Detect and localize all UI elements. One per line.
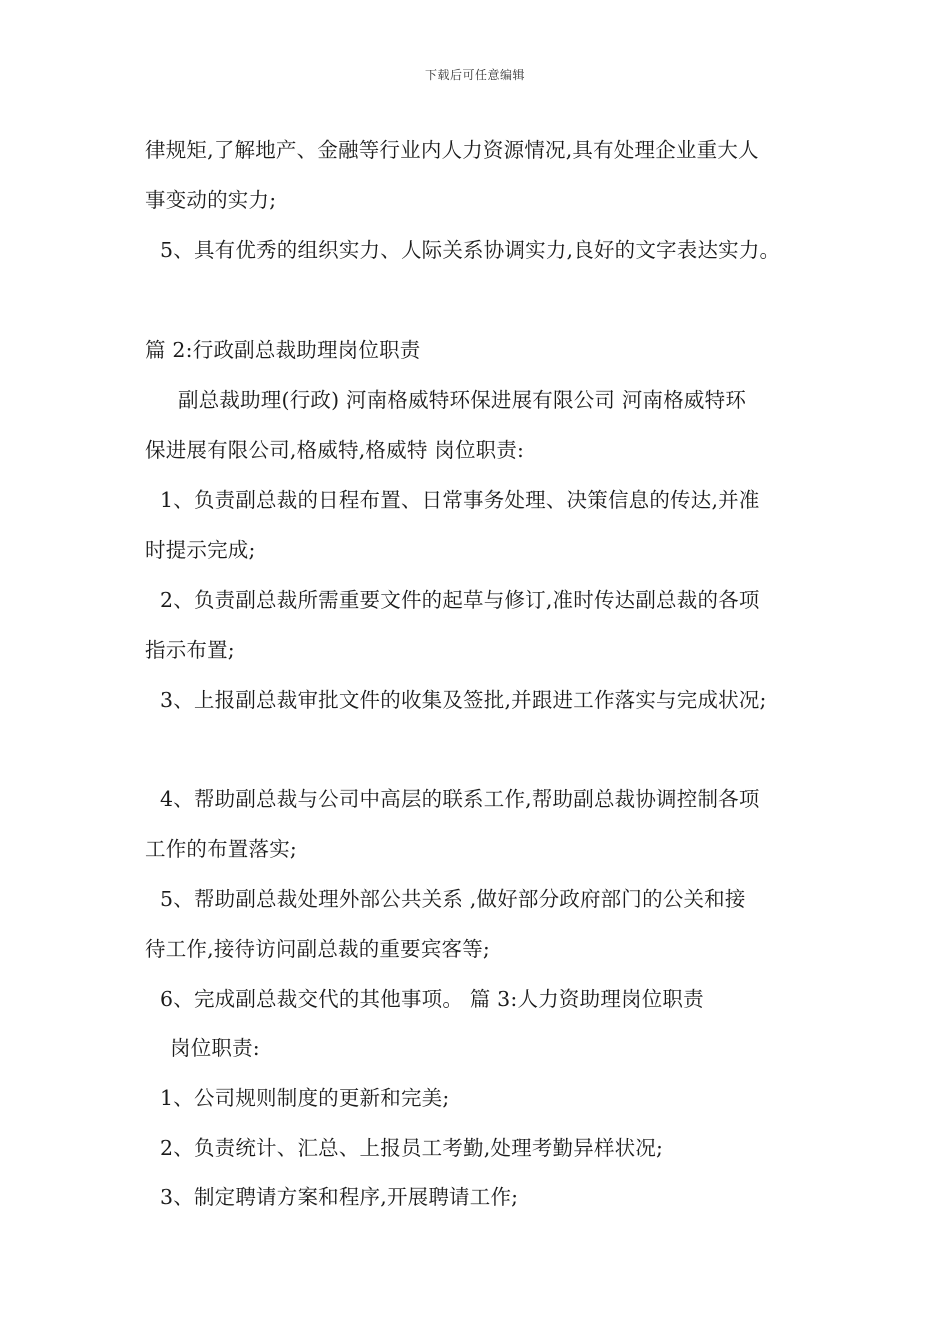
text-line-8: 时提示完成;: [145, 538, 256, 562]
text-line-3: 5、具有优秀的组织实力、人际关系协调实力,良好的文字表达实力。: [160, 238, 781, 262]
text-line-11: 3、上报副总裁审批文件的收集及签批,并跟进工作落实与完成状况;: [160, 688, 767, 712]
text-line-1: 律规矩,了解地产、金融等行业内人力资源情况,具有处理企业重大人: [145, 138, 759, 162]
text-line-20: 3、制定聘请方案和程序,开展聘请工作;: [160, 1185, 519, 1209]
text-line-15: 待工作,接待访问副总裁的重要宾客等;: [145, 937, 491, 961]
text-line-9: 2、负责副总裁所需重要文件的起草与修订,准时传达副总裁的各项: [160, 588, 760, 612]
text-line-13: 工作的布置落实;: [145, 837, 298, 861]
text-line-12: 4、帮助副总裁与公司中高层的联系工作,帮助副总裁协调控制各项: [160, 787, 760, 811]
text-line-16: 6、完成副总裁交代的其他事项。 篇 3:人力资助理岗位职责: [160, 987, 704, 1011]
text-line-2: 事变动的实力;: [145, 188, 277, 212]
text-line-7: 1、负责副总裁的日程布置、日常事务处理、决策信息的传达,并准: [160, 488, 760, 512]
text-line-19: 2、负责统计、汇总、上报员工考勤,处理考勤异样状况;: [160, 1136, 664, 1160]
text-line-5: 副总裁助理(行政) 河南格威特环保进展有限公司 河南格威特环: [178, 388, 747, 412]
text-line-17: 岗位职责:: [170, 1036, 260, 1060]
text-line-18: 1、公司规则制度的更新和完美;: [160, 1086, 450, 1110]
page-header: 下载后可任意编辑: [424, 68, 525, 82]
text-line-10: 指示布置;: [145, 638, 235, 662]
section-heading-2: 篇 2:行政副总裁助理岗位职责: [145, 338, 421, 362]
text-line-6: 保进展有限公司,格威特,格威特 岗位职责:: [145, 438, 525, 462]
text-line-14: 5、帮助副总裁处理外部公共关系 ,做好部分政府部门的公关和接: [160, 887, 746, 911]
